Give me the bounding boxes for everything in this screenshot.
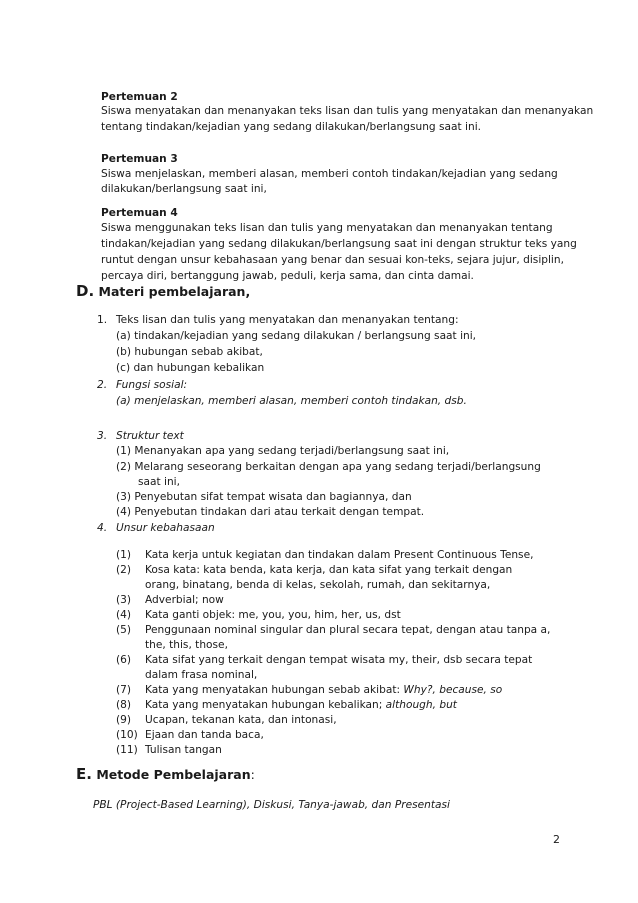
page-number: 2 [553, 833, 560, 846]
unsur-line-7-text: Kata yang menyatakan hubungan sebab akibat: [145, 684, 404, 696]
d-item-4-text: Unsur kebahasaan [116, 522, 215, 534]
unsur-num-10: (10) [116, 729, 138, 741]
d-item-4-num: 4. [97, 522, 108, 534]
d-item-3-sub-4: (4) Penyebutan tindakan dari atau terkait dengan tempat. [116, 506, 425, 518]
d-item-3-sub-2-cont: saat ini, [138, 476, 180, 488]
pertemuan-3-line-2: dilakukan/berlangsung saat ini, [101, 183, 267, 195]
unsur-num-11: (11) [116, 744, 138, 756]
unsur-line-5-cont: the, this, those, [145, 639, 228, 651]
section-d-letter: D. [76, 282, 95, 300]
d-item-1-sub-a: (a) tindakan/kejadian yang sedang dilakukan / berlangsung saat ini, [116, 330, 477, 342]
d-item-1-sub-b: (b) hubungan sebab akibat, [116, 346, 263, 358]
unsur-num-4: (4) [116, 609, 132, 621]
pertemuan-4-line-2: tindakan/kejadian yang sedang dilakukan/berlangsung saat ini dengan struktur teks yang [101, 238, 577, 250]
unsur-line-8-text: Kata yang menyatakan hubungan kebalikan; [145, 699, 386, 711]
d-item-1-sub-c: (c) dan hubungan kebalikan [116, 362, 265, 374]
unsur-line-4: Kata ganti objek: me, you, you, him, her, us, dst [145, 609, 401, 621]
d-item-3-num: 3. [97, 430, 108, 442]
unsur-line-8-italic: although, but [385, 699, 457, 711]
pertemuan-4-line-4: percaya diri, bertanggung jawab, peduli, kerja sama, dan cinta damai. [101, 270, 474, 282]
unsur-line-5: Penggunaan nominal singular dan plural secara tepat, dengan atau tanpa a, [145, 624, 551, 636]
d-item-2-text: Fungsi sosial: [116, 379, 188, 391]
unsur-line-3: Adverbial; now [145, 594, 224, 606]
unsur-num-8: (8) [116, 699, 132, 711]
section-e-letter: E. [76, 765, 92, 783]
pertemuan-3-title: Pertemuan 3 [101, 153, 178, 165]
pertemuan-2-line-2: tentang tindakan/kejadian yang sedang dilakukan/berlangsung saat ini. [101, 121, 482, 133]
unsur-num-7: (7) [116, 684, 132, 696]
unsur-num-9: (9) [116, 714, 132, 726]
section-d-heading [76, 283, 250, 301]
pertemuan-3-line-1: Siswa menjelaskan, memberi alasan, memberi contoh tindakan/kejadian yang sedang [101, 168, 558, 180]
unsur-num-6: (6) [116, 654, 132, 666]
unsur-line-10: Ejaan dan tanda baca, [145, 729, 264, 741]
pertemuan-2-line-1: Siswa menyatakan dan menanyakan teks lisan dan tulis yang menyatakan dan menanyakan [101, 105, 594, 117]
unsur-num-3: (3) [116, 594, 132, 606]
unsur-line-6: Kata sifat yang terkait dengan tempat wisata my, their, dsb secara tepat [145, 654, 533, 666]
d-item-1-num: 1. [97, 314, 108, 326]
unsur-num-5: (5) [116, 624, 132, 636]
pertemuan-4-line-1: Siswa menggunakan teks lisan dan tulis yang menyatakan dan menanyakan tentang [101, 222, 553, 234]
unsur-line-2-cont: orang, binatang, benda di kelas, sekolah, rumah, dan sekitarnya, [145, 579, 491, 591]
unsur-num-2: (2) [116, 564, 132, 576]
unsur-line-11: Tulisan tangan [145, 744, 222, 756]
d-item-3-sub-2: (2) Melarang seseorang berkaitan dengan apa yang sedang terjadi/berlangsung [116, 461, 541, 473]
unsur-line-9: Ucapan, tekanan kata, dan intonasi, [145, 714, 337, 726]
section-e-title: Metode Pembelajaran [96, 767, 251, 782]
d-item-3-sub-1: (1) Menanyakan apa yang sedang terjadi/berlangsung saat ini, [116, 445, 450, 457]
unsur-line-7-italic: Why?, because, so [403, 684, 503, 696]
pertemuan-4-title: Pertemuan 4 [101, 207, 178, 219]
unsur-line-2: Kosa kata: kata benda, kata kerja, dan kata sifat yang terkait dengan [145, 564, 513, 576]
unsur-line-1: Kata kerja untuk kegiatan dan tindakan dalam Present Continuous Tense, [145, 549, 534, 561]
pertemuan-2-title: Pertemuan 2 [101, 91, 178, 103]
d-item-2-sub-a: (a) menjelaskan, memberi alasan, memberi contoh tindakan, dsb. [116, 395, 467, 407]
unsur-line-6-cont: dalam frasa nominal, [145, 669, 258, 681]
d-item-1-text: Teks lisan dan tulis yang menyatakan dan menanyakan tentang: [116, 314, 459, 326]
d-item-3-text: Struktur text [116, 430, 184, 442]
section-e-heading [76, 766, 255, 784]
section-d-title: Materi pembelajaran, [98, 284, 251, 299]
d-item-2-num: 2. [97, 379, 108, 391]
pertemuan-4-line-3: runtut dengan unsur kebahasaan yang benar dan sesuai kon-teks, sejara jujur, disiplin, [101, 254, 564, 266]
section-e-text: PBL (Project-Based Learning), Diskusi, Tanya-jawab, dan Presentasi [93, 799, 450, 811]
d-item-3-sub-3: (3) Penyebutan sifat tempat wisata dan bagiannya, dan [116, 491, 412, 503]
section-e-colon: : [250, 767, 255, 782]
unsur-num-1: (1) [116, 549, 132, 561]
